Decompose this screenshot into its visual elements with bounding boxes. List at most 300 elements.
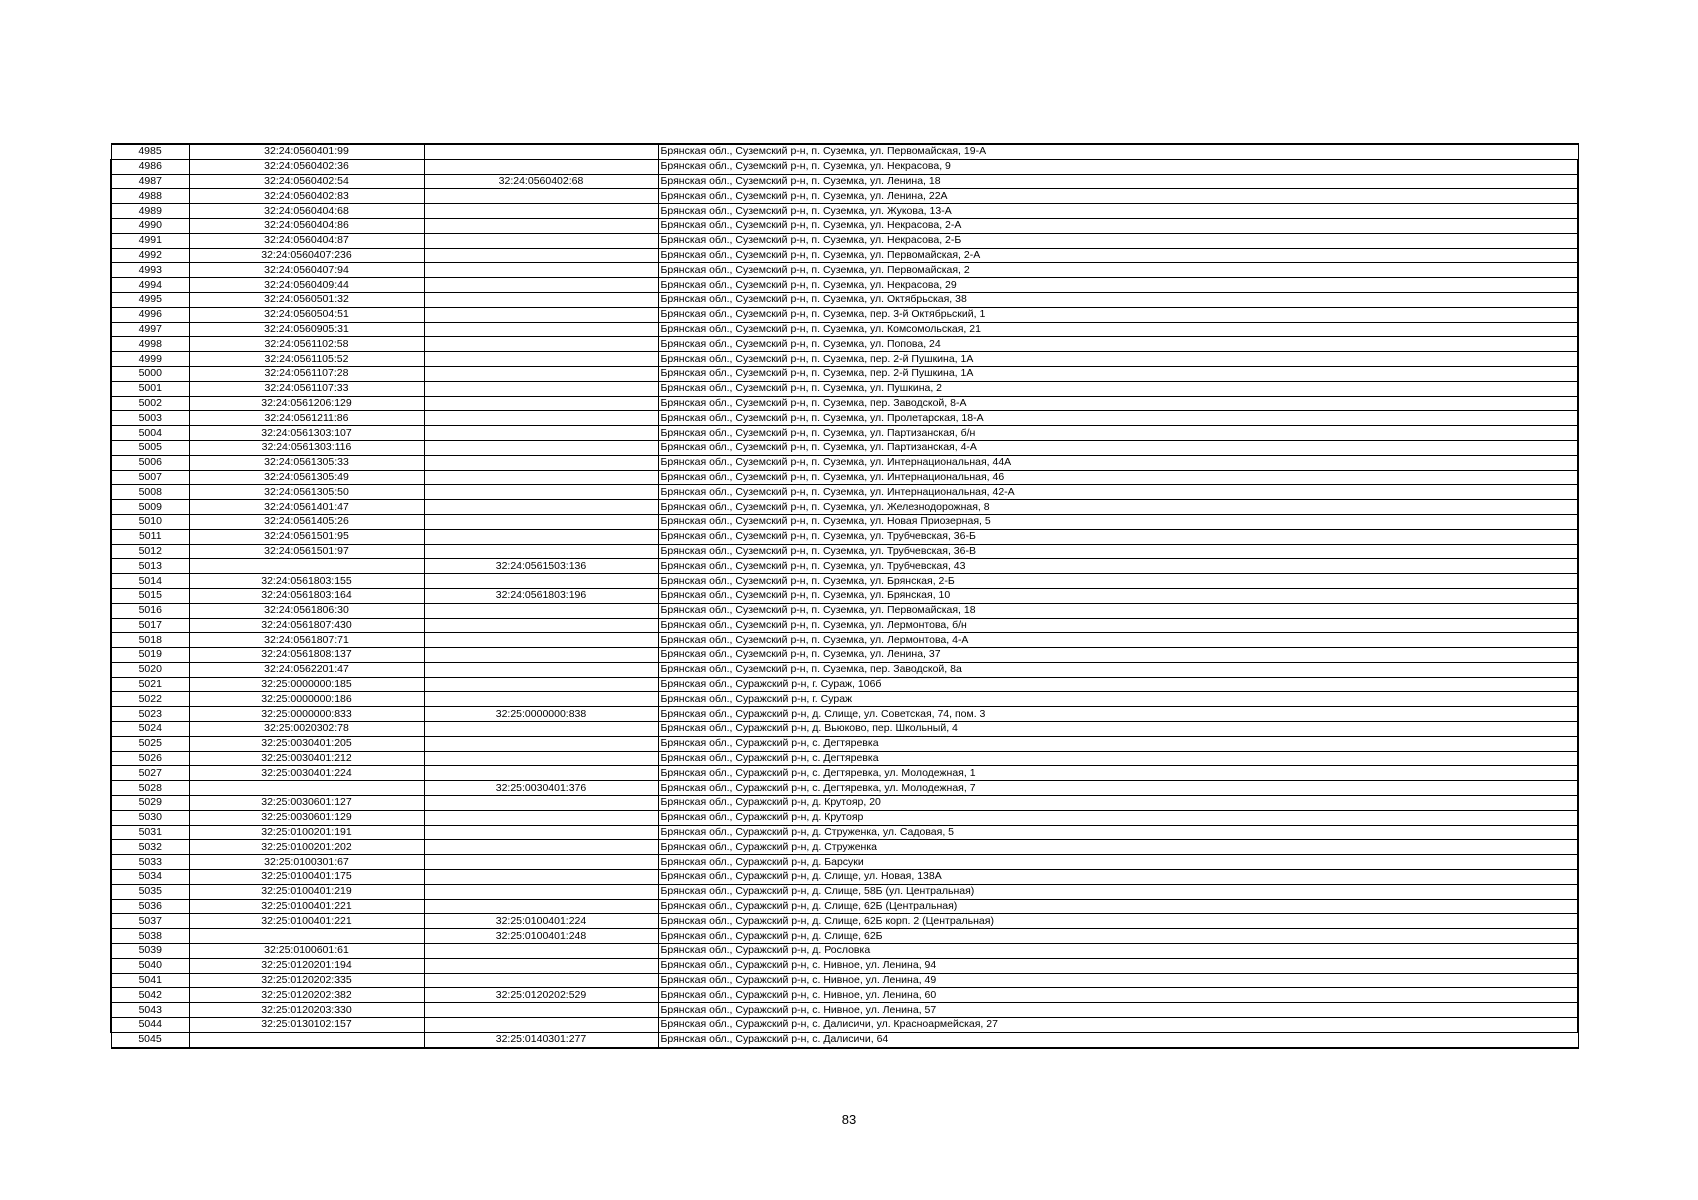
- related-cadastral-number-cell: [424, 574, 658, 589]
- row-number-cell: 5041: [111, 973, 189, 988]
- related-cadastral-number-cell: [424, 722, 658, 737]
- address-cell: Брянская обл., Суражский р-н, с. Далисичи, ул. Красноармейская, 27: [658, 1018, 1578, 1033]
- row-number-cell: 5030: [111, 810, 189, 825]
- address-cell: Брянская обл., Суземский р-н, п. Суземка, ул. Партизанская, 4-А: [658, 440, 1578, 455]
- table-row: [111, 322, 1578, 337]
- related-cadastral-number-cell: [424, 1018, 658, 1033]
- table-row: [111, 929, 1578, 944]
- row-number-cell: 5026: [111, 751, 189, 766]
- address-cell: Брянская обл., Суземский р-н, п. Суземка, ул. Пролетарская, 18-А: [658, 411, 1578, 426]
- related-cadastral-number-cell: [424, 766, 658, 781]
- related-cadastral-number-cell: [424, 470, 658, 485]
- address-cell: Брянская обл., Суражский р-н, д. Барсуки: [658, 855, 1578, 870]
- table-row: [111, 559, 1578, 574]
- address-cell: Брянская обл., Суземский р-н, п. Суземка, пер. 2-й Пушкина, 1А: [658, 366, 1578, 381]
- related-cadastral-number-cell: 32:24:0561803:196: [424, 588, 658, 603]
- address-cell: Брянская обл., Суземский р-н, п. Суземка, ул. Некрасова, 2-А: [658, 218, 1578, 233]
- cadastral-number-cell: 32:24:0561303:107: [189, 426, 424, 441]
- table-row: [111, 233, 1578, 248]
- cadastral-number-cell: 32:25:0100401:221: [189, 914, 424, 929]
- related-cadastral-number-cell: [424, 440, 658, 455]
- address-cell: Брянская обл., Суражский р-н, с. Нивное, ул. Ленина, 94: [658, 958, 1578, 973]
- cadastral-number-cell: 32:25:0000000:185: [189, 677, 424, 692]
- cadastral-number-cell: 32:25:0100201:202: [189, 840, 424, 855]
- row-number-cell: 4997: [111, 322, 189, 337]
- cadastral-number-cell: 32:25:0120202:335: [189, 973, 424, 988]
- cadastral-number-cell: 32:24:0561501:97: [189, 544, 424, 559]
- address-cell: Брянская обл., Суземский р-н, п. Суземка, ул. Лермонтова, б/н: [658, 618, 1578, 633]
- related-cadastral-number-cell: [424, 248, 658, 263]
- address-cell: Брянская обл., Суземский р-н, п. Суземка, ул. Пушкина, 2: [658, 381, 1578, 396]
- cadastral-number-cell: 32:24:0561807:71: [189, 633, 424, 648]
- cadastral-number-cell: 32:24:0560409:44: [189, 278, 424, 293]
- table-row: [111, 1032, 1578, 1047]
- related-cadastral-number-cell: [424, 618, 658, 633]
- address-cell: Брянская обл., Суземский р-н, п. Суземка, ул. Первомайская, 19-А: [658, 144, 1578, 159]
- row-number-cell: 4987: [111, 174, 189, 189]
- related-cadastral-number-cell: [424, 944, 658, 959]
- table-row: [111, 722, 1578, 737]
- related-cadastral-number-cell: [424, 736, 658, 751]
- table-body: [111, 144, 1578, 1048]
- cadastral-number-cell: 32:24:0561211:86: [189, 411, 424, 426]
- row-number-cell: 5027: [111, 766, 189, 781]
- address-cell: Брянская обл., Суражский р-н, д. Струженка, ул. Садовая, 5: [658, 825, 1578, 840]
- related-cadastral-number-cell: 32:25:0000000:838: [424, 707, 658, 722]
- table-row: [111, 307, 1578, 322]
- cadastral-number-cell: 32:24:0561806:30: [189, 603, 424, 618]
- row-number-cell: 5032: [111, 840, 189, 855]
- cadastral-number-cell: 32:25:0120202:382: [189, 988, 424, 1003]
- related-cadastral-number-cell: 32:25:0030401:376: [424, 781, 658, 796]
- table-row: [111, 914, 1578, 929]
- table-row: [111, 189, 1578, 204]
- address-cell: Брянская обл., Суземский р-н, п. Суземка, ул. Первомайская, 2: [658, 263, 1578, 278]
- related-cadastral-number-cell: [424, 603, 658, 618]
- table-row: [111, 988, 1578, 1003]
- row-number-cell: 5000: [111, 366, 189, 381]
- table-row: [111, 692, 1578, 707]
- cadastral-number-cell: 32:24:0561401:47: [189, 500, 424, 515]
- related-cadastral-number-cell: [424, 692, 658, 707]
- row-number-cell: 5037: [111, 914, 189, 929]
- address-cell: Брянская обл., Суражский р-н, д. Слище, ул. Новая, 138А: [658, 870, 1578, 885]
- related-cadastral-number-cell: [424, 1003, 658, 1018]
- table-row: [111, 470, 1578, 485]
- address-cell: Брянская обл., Суземский р-н, п. Суземка, ул. Трубчевская, 36-Б: [658, 529, 1578, 544]
- address-cell: Брянская обл., Суземский р-н, п. Суземка, ул. Ленина, 18: [658, 174, 1578, 189]
- related-cadastral-number-cell: [424, 204, 658, 219]
- row-number-cell: 5010: [111, 514, 189, 529]
- address-cell: Брянская обл., Суземский р-н, п. Суземка, пер. Заводской, 8-А: [658, 396, 1578, 411]
- address-cell: Брянская обл., Суражский р-н, г. Сураж, 106б: [658, 677, 1578, 692]
- cadastral-number-cell: 32:24:0560407:94: [189, 263, 424, 278]
- table-row: [111, 973, 1578, 988]
- table-row: [111, 159, 1578, 174]
- address-cell: Брянская обл., Суземский р-н, п. Суземка, ул. Жукова, 13-А: [658, 204, 1578, 219]
- table-row: [111, 574, 1578, 589]
- related-cadastral-number-cell: [424, 633, 658, 648]
- related-cadastral-number-cell: [424, 263, 658, 278]
- table-row: [111, 648, 1578, 663]
- related-cadastral-number-cell: 32:25:0120202:529: [424, 988, 658, 1003]
- cadastral-number-cell: 32:25:0120201:194: [189, 958, 424, 973]
- row-number-cell: 5036: [111, 899, 189, 914]
- row-number-cell: 5040: [111, 958, 189, 973]
- page-number: 83: [841, 1112, 857, 1127]
- cadastral-number-cell: 32:24:0561107:28: [189, 366, 424, 381]
- related-cadastral-number-cell: [424, 529, 658, 544]
- address-cell: Брянская обл., Суражский р-н, с. Далисичи, 64: [658, 1032, 1578, 1047]
- table-row: [111, 248, 1578, 263]
- address-cell: Брянская обл., Суражский р-н, с. Дегтяревка: [658, 751, 1578, 766]
- row-number-cell: 4998: [111, 337, 189, 352]
- row-number-cell: 4986: [111, 159, 189, 174]
- table-row: [111, 810, 1578, 825]
- cadastral-number-cell: 32:24:0561305:33: [189, 455, 424, 470]
- cadastral-number-cell: 32:25:0100601:61: [189, 944, 424, 959]
- cadastral-number-cell: 32:24:0561102:58: [189, 337, 424, 352]
- related-cadastral-number-cell: [424, 218, 658, 233]
- address-cell: Брянская обл., Суземский р-н, п. Суземка, ул. Некрасова, 9: [658, 159, 1578, 174]
- table-row: [111, 736, 1578, 751]
- cadastral-number-cell: 32:24:0560501:32: [189, 292, 424, 307]
- related-cadastral-number-cell: [424, 381, 658, 396]
- row-number-cell: 5006: [111, 455, 189, 470]
- table-row: [111, 870, 1578, 885]
- address-cell: Брянская обл., Суземский р-н, п. Суземка, ул. Новая Приозерная, 5: [658, 514, 1578, 529]
- related-cadastral-number-cell: [424, 677, 658, 692]
- address-cell: Брянская обл., Суземский р-н, п. Суземка, ул. Трубчевская, 36-В: [658, 544, 1578, 559]
- table-row: [111, 292, 1578, 307]
- row-number-cell: 5018: [111, 633, 189, 648]
- related-cadastral-number-cell: [424, 292, 658, 307]
- address-cell: Брянская обл., Суражский р-н, д. Вьюково, пер. Школьный, 4: [658, 722, 1578, 737]
- related-cadastral-number-cell: [424, 648, 658, 663]
- related-cadastral-number-cell: [424, 662, 658, 677]
- table-row: [111, 588, 1578, 603]
- related-cadastral-number-cell: [424, 751, 658, 766]
- table-row: [111, 218, 1578, 233]
- address-cell: Брянская обл., Суражский р-н, д. Слище, 58Б (ул. Центральная): [658, 884, 1578, 899]
- row-number-cell: 5042: [111, 988, 189, 1003]
- related-cadastral-number-cell: [424, 352, 658, 367]
- table-row: [111, 766, 1578, 781]
- row-number-cell: 4996: [111, 307, 189, 322]
- address-cell: Брянская обл., Суземский р-н, п. Суземка, ул. Интернациональная, 46: [658, 470, 1578, 485]
- table-row: [111, 944, 1578, 959]
- cadastral-number-cell: 32:24:0560905:31: [189, 322, 424, 337]
- row-number-cell: 5024: [111, 722, 189, 737]
- cadastral-number-cell: 32:24:0561305:50: [189, 485, 424, 500]
- cadastral-number-cell: 32:24:0561303:116: [189, 440, 424, 455]
- table-row: [111, 411, 1578, 426]
- row-number-cell: 4991: [111, 233, 189, 248]
- row-number-cell: 5022: [111, 692, 189, 707]
- table-row: [111, 337, 1578, 352]
- related-cadastral-number-cell: 32:25:0140301:277: [424, 1032, 658, 1047]
- address-cell: Брянская обл., Суземский р-н, п. Суземка, пер. Заводской, 8а: [658, 662, 1578, 677]
- row-number-cell: 5007: [111, 470, 189, 485]
- table-row: [111, 263, 1578, 278]
- cadastral-number-cell: 32:24:0560504:51: [189, 307, 424, 322]
- row-number-cell: 4994: [111, 278, 189, 293]
- address-cell: Брянская обл., Суражский р-н, д. Слище, 62Б: [658, 929, 1578, 944]
- row-number-cell: 5001: [111, 381, 189, 396]
- table-row: [111, 352, 1578, 367]
- row-number-cell: 5008: [111, 485, 189, 500]
- related-cadastral-number-cell: [424, 840, 658, 855]
- cadastral-number-cell: 32:25:0000000:833: [189, 707, 424, 722]
- address-cell: Брянская обл., Суражский р-н, с. Дегтяревка: [658, 736, 1578, 751]
- table-row: [111, 781, 1578, 796]
- cadastral-number-cell: 32:24:0561107:33: [189, 381, 424, 396]
- cadastral-number-cell: 32:24:0560402:54: [189, 174, 424, 189]
- related-cadastral-number-cell: [424, 870, 658, 885]
- cadastral-number-cell: 32:24:0561803:155: [189, 574, 424, 589]
- address-cell: Брянская обл., Суземский р-н, п. Суземка, ул. Некрасова, 2-Б: [658, 233, 1578, 248]
- table-row: [111, 884, 1578, 899]
- row-number-cell: 5004: [111, 426, 189, 441]
- cadastral-number-cell: 32:25:0030601:127: [189, 796, 424, 811]
- related-cadastral-number-cell: [424, 189, 658, 204]
- address-cell: Брянская обл., Суземский р-н, п. Суземка, ул. Комсомольская, 21: [658, 322, 1578, 337]
- cadastral-number-cell: [189, 559, 424, 574]
- row-number-cell: 4985: [111, 144, 189, 159]
- related-cadastral-number-cell: [424, 411, 658, 426]
- row-number-cell: 5016: [111, 603, 189, 618]
- row-number-cell: 5035: [111, 884, 189, 899]
- cadastral-number-cell: 32:25:0100301:67: [189, 855, 424, 870]
- cadastral-number-cell: 32:24:0560407:236: [189, 248, 424, 263]
- related-cadastral-number-cell: [424, 455, 658, 470]
- row-number-cell: 4993: [111, 263, 189, 278]
- address-cell: Брянская обл., Суземский р-н, п. Суземка, ул. Интернациональная, 42-А: [658, 485, 1578, 500]
- address-cell: Брянская обл., Суземский р-н, п. Суземка, ул. Железнодорожная, 8: [658, 500, 1578, 515]
- table-row: [111, 825, 1578, 840]
- table-row: [111, 1018, 1578, 1033]
- row-number-cell: 5011: [111, 529, 189, 544]
- registry-table: [110, 143, 1579, 1049]
- cadastral-number-cell: [189, 781, 424, 796]
- cadastral-number-cell: 32:24:0561105:52: [189, 352, 424, 367]
- address-cell: Брянская обл., Суземский р-н, п. Суземка, пер. 3-й Октябрьский, 1: [658, 307, 1578, 322]
- address-cell: Брянская обл., Суземский р-н, п. Суземка, ул. Первомайская, 2-А: [658, 248, 1578, 263]
- address-cell: Брянская обл., Суражский р-н, д. Слище, 62Б корп. 2 (Центральная): [658, 914, 1578, 929]
- row-number-cell: 5038: [111, 929, 189, 944]
- related-cadastral-number-cell: [424, 233, 658, 248]
- related-cadastral-number-cell: 32:25:0100401:224: [424, 914, 658, 929]
- row-number-cell: 5039: [111, 944, 189, 959]
- address-cell: Брянская обл., Суземский р-н, п. Суземка, пер. 2-й Пушкина, 1А: [658, 352, 1578, 367]
- address-cell: Брянская обл., Суземский р-н, п. Суземка, ул. Первомайская, 18: [658, 603, 1578, 618]
- table-row: [111, 751, 1578, 766]
- address-cell: Брянская обл., Суражский р-н, д. Крутояр: [658, 810, 1578, 825]
- cadastral-number-cell: 32:25:0130102:157: [189, 1018, 424, 1033]
- cadastral-number-cell: 32:25:0030401:212: [189, 751, 424, 766]
- table-row: [111, 958, 1578, 973]
- cadastral-number-cell: 32:24:0561803:164: [189, 588, 424, 603]
- cadastral-number-cell: 32:25:0100401:175: [189, 870, 424, 885]
- related-cadastral-number-cell: [424, 366, 658, 381]
- address-cell: Брянская обл., Суземский р-н, п. Суземка, ул. Партизанская, б/н: [658, 426, 1578, 441]
- table-row: [111, 366, 1578, 381]
- cadastral-number-cell: 32:24:0560404:86: [189, 218, 424, 233]
- table-row: [111, 396, 1578, 411]
- related-cadastral-number-cell: [424, 426, 658, 441]
- row-number-cell: 5019: [111, 648, 189, 663]
- row-number-cell: 5002: [111, 396, 189, 411]
- address-cell: Брянская обл., Суземский р-н, п. Суземка, ул. Интернациональная, 44А: [658, 455, 1578, 470]
- related-cadastral-number-cell: [424, 810, 658, 825]
- cadastral-number-cell: 32:24:0560402:36: [189, 159, 424, 174]
- table-row: [111, 1003, 1578, 1018]
- row-number-cell: 4999: [111, 352, 189, 367]
- cadastral-number-cell: 32:25:0120203:330: [189, 1003, 424, 1018]
- table-row: [111, 677, 1578, 692]
- row-number-cell: 5034: [111, 870, 189, 885]
- related-cadastral-number-cell: [424, 796, 658, 811]
- cadastral-number-cell: 32:24:0560404:68: [189, 204, 424, 219]
- table-row: [111, 174, 1578, 189]
- row-number-cell: 4995: [111, 292, 189, 307]
- cadastral-number-cell: 32:24:0560401:99: [189, 144, 424, 159]
- table-row: [111, 529, 1578, 544]
- table-row: [111, 426, 1578, 441]
- related-cadastral-number-cell: [424, 958, 658, 973]
- row-number-cell: 5012: [111, 544, 189, 559]
- table-row: [111, 544, 1578, 559]
- row-number-cell: 5044: [111, 1018, 189, 1033]
- row-number-cell: 5023: [111, 707, 189, 722]
- related-cadastral-number-cell: [424, 899, 658, 914]
- address-cell: Брянская обл., Суземский р-н, п. Суземка, ул. Некрасова, 29: [658, 278, 1578, 293]
- table-row: [111, 204, 1578, 219]
- table-row: [111, 840, 1578, 855]
- address-cell: Брянская обл., Суземский р-н, п. Суземка, ул. Ленина, 37: [658, 648, 1578, 663]
- table-row: [111, 603, 1578, 618]
- cadastral-number-cell: 32:25:0030601:129: [189, 810, 424, 825]
- table-row: [111, 662, 1578, 677]
- table-row: [111, 440, 1578, 455]
- related-cadastral-number-cell: [424, 825, 658, 840]
- row-number-cell: 5025: [111, 736, 189, 751]
- address-cell: Брянская обл., Суражский р-н, с. Нивное, ул. Ленина, 49: [658, 973, 1578, 988]
- address-cell: Брянская обл., Суражский р-н, д. Слище, 62Б (Центральная): [658, 899, 1578, 914]
- address-cell: Брянская обл., Суражский р-н, с. Дегтяревка, ул. Молодежная, 7: [658, 781, 1578, 796]
- address-cell: Брянская обл., Суземский р-н, п. Суземка, ул. Ленина, 22А: [658, 189, 1578, 204]
- row-number-cell: 5003: [111, 411, 189, 426]
- row-number-cell: 5013: [111, 559, 189, 574]
- row-number-cell: 5029: [111, 796, 189, 811]
- cadastral-number-cell: 32:24:0561206:129: [189, 396, 424, 411]
- related-cadastral-number-cell: [424, 144, 658, 159]
- address-cell: Брянская обл., Суражский р-н, д. Рословка: [658, 944, 1578, 959]
- address-cell: Брянская обл., Суражский р-н, г. Сураж: [658, 692, 1578, 707]
- related-cadastral-number-cell: 32:24:0560402:68: [424, 174, 658, 189]
- address-cell: Брянская обл., Суземский р-н, п. Суземка, ул. Попова, 24: [658, 337, 1578, 352]
- related-cadastral-number-cell: [424, 159, 658, 174]
- address-cell: Брянская обл., Суземский р-н, п. Суземка, ул. Лермонтова, 4-А: [658, 633, 1578, 648]
- cadastral-number-cell: 32:25:0100401:219: [189, 884, 424, 899]
- cadastral-number-cell: 32:25:0030401:224: [189, 766, 424, 781]
- cadastral-number-cell: 32:24:0561305:49: [189, 470, 424, 485]
- related-cadastral-number-cell: [424, 322, 658, 337]
- table-row: [111, 278, 1578, 293]
- row-number-cell: 5028: [111, 781, 189, 796]
- cadastral-number-cell: 32:25:0000000:186: [189, 692, 424, 707]
- address-cell: Брянская обл., Суражский р-н, с. Дегтяревка, ул. Молодежная, 1: [658, 766, 1578, 781]
- address-cell: Брянская обл., Суземский р-н, п. Суземка, ул. Октябрьская, 38: [658, 292, 1578, 307]
- cadastral-number-cell: 32:25:0020302:78: [189, 722, 424, 737]
- table-row: [111, 455, 1578, 470]
- address-cell: Брянская обл., Суражский р-н, д. Слище, ул. Советская, 74, пом. 3: [658, 707, 1578, 722]
- cadastral-number-cell: [189, 929, 424, 944]
- row-number-cell: 4988: [111, 189, 189, 204]
- cadastral-number-cell: 32:24:0561808:137: [189, 648, 424, 663]
- table-row: [111, 633, 1578, 648]
- cadastral-number-cell: 32:24:0560402:83: [189, 189, 424, 204]
- row-number-cell: 5031: [111, 825, 189, 840]
- table-row: [111, 514, 1578, 529]
- related-cadastral-number-cell: [424, 884, 658, 899]
- related-cadastral-number-cell: [424, 544, 658, 559]
- row-number-cell: 5033: [111, 855, 189, 870]
- row-number-cell: 5009: [111, 500, 189, 515]
- row-number-cell: 5005: [111, 440, 189, 455]
- related-cadastral-number-cell: [424, 396, 658, 411]
- cadastral-number-cell: 32:24:0561405:26: [189, 514, 424, 529]
- table-row: [111, 381, 1578, 396]
- cadastral-number-cell: 32:25:0030401:205: [189, 736, 424, 751]
- row-number-cell: 5014: [111, 574, 189, 589]
- table-row: [111, 796, 1578, 811]
- table-row: [111, 485, 1578, 500]
- related-cadastral-number-cell: [424, 337, 658, 352]
- row-number-cell: 5020: [111, 662, 189, 677]
- row-number-cell: 5021: [111, 677, 189, 692]
- related-cadastral-number-cell: [424, 485, 658, 500]
- related-cadastral-number-cell: 32:24:0561503:136: [424, 559, 658, 574]
- related-cadastral-number-cell: [424, 500, 658, 515]
- table-row: [111, 618, 1578, 633]
- address-cell: Брянская обл., Суражский р-н, с. Нивное, ул. Ленина, 60: [658, 988, 1578, 1003]
- row-number-cell: 4990: [111, 218, 189, 233]
- cadastral-number-cell: [189, 1032, 424, 1047]
- address-cell: Брянская обл., Суражский р-н, д. Крутояр, 20: [658, 796, 1578, 811]
- related-cadastral-number-cell: [424, 514, 658, 529]
- cadastral-number-cell: 32:25:0100401:221: [189, 899, 424, 914]
- row-number-cell: 4989: [111, 204, 189, 219]
- related-cadastral-number-cell: 32:25:0100401:248: [424, 929, 658, 944]
- related-cadastral-number-cell: [424, 307, 658, 322]
- row-number-cell: 5045: [111, 1032, 189, 1047]
- cadastral-number-cell: 32:24:0562201:47: [189, 662, 424, 677]
- address-cell: Брянская обл., Суземский р-н, п. Суземка, ул. Брянская, 10: [658, 588, 1578, 603]
- table-row: [111, 144, 1578, 159]
- address-cell: Брянская обл., Суражский р-н, д. Струженка: [658, 840, 1578, 855]
- address-cell: Брянская обл., Суземский р-н, п. Суземка, ул. Трубчевская, 43: [658, 559, 1578, 574]
- row-number-cell: 4992: [111, 248, 189, 263]
- related-cadastral-number-cell: [424, 855, 658, 870]
- table-row: [111, 855, 1578, 870]
- table-row: [111, 899, 1578, 914]
- table-row: [111, 500, 1578, 515]
- related-cadastral-number-cell: [424, 973, 658, 988]
- cadastral-number-cell: 32:25:0100201:191: [189, 825, 424, 840]
- row-number-cell: 5017: [111, 618, 189, 633]
- table-row: [111, 707, 1578, 722]
